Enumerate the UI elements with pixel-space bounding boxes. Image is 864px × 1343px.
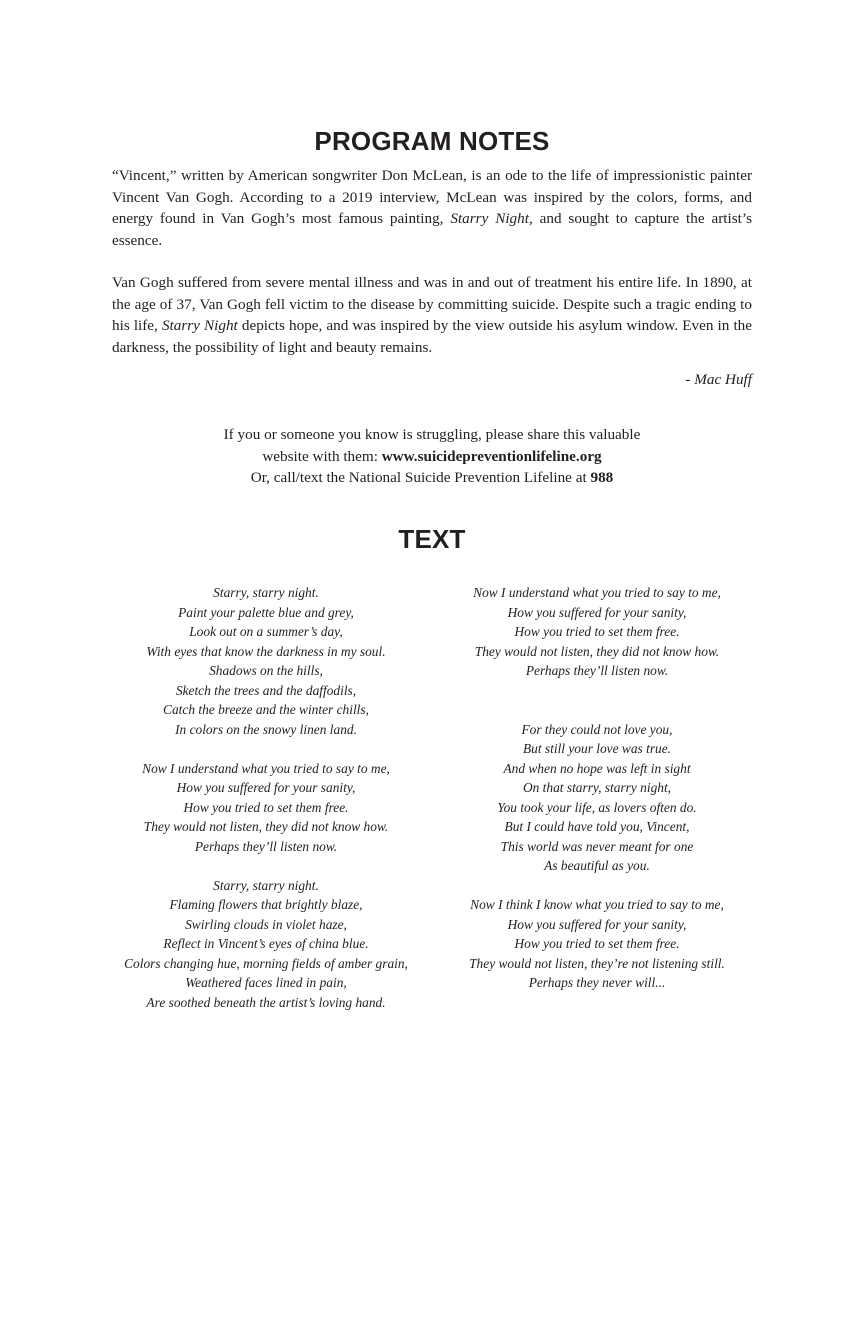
author-signature: - Mac Huff bbox=[685, 371, 752, 388]
painting-title: Starry Night bbox=[161, 317, 238, 334]
notice-line-1: If you or someone you know is struggling, please share this valuable bbox=[223, 426, 641, 443]
lifeline-phone-number: 988 bbox=[590, 469, 614, 486]
notice-line-3: Or, call/text the National Suicide Prevention Lifeline at 988 bbox=[250, 469, 614, 486]
lyrics-stanza bbox=[96, 759, 436, 857]
lyric-line: They would not listen, they’re not listening still. bbox=[469, 955, 725, 971]
lyric-line: How you suffered for your sanity, bbox=[507, 604, 687, 620]
lyric-line: How you tried to set them free. bbox=[514, 624, 680, 639]
lyric-line: You took your life, as lovers often do. bbox=[497, 799, 697, 815]
notice-line-2: website with them: www.suicidepreventionlifeline.org bbox=[262, 447, 602, 465]
lyric-line: In colors on the snowy linen land. bbox=[175, 721, 357, 737]
lyric-line: But still your love was true. bbox=[522, 741, 672, 756]
lyric-line: Weathered faces lined in pain, bbox=[185, 975, 347, 990]
lyric-line: Colors changing hue, morning fields of amber grain, bbox=[124, 955, 408, 971]
lyric-line: Starry, starry night. bbox=[213, 877, 319, 893]
lyric-line: As beautiful as you. bbox=[544, 858, 650, 873]
lyrics-right-column bbox=[427, 583, 767, 993]
lyric-line: Catch the breeze and the winter chills, bbox=[163, 702, 369, 717]
lyric-line: Flaming flowers that brightly blaze, bbox=[169, 897, 363, 912]
program-notes-paragraph-1: “Vincent,” written by American songwriter Don McLean, is an ode to the life of impressionistic painter Vincent Van Gogh. According to a 2019 interview, McLean was inspired by the colors, forms, and energy found in Van Gogh’s most famous painting, Starry Night, and sought to capture the artist’s essence. bbox=[112, 167, 752, 249]
lyric-line: Now I understand what you tried to say to me, bbox=[473, 585, 721, 600]
lyric-line: How you suffered for your sanity, bbox=[176, 780, 356, 795]
lyrics-stanza bbox=[96, 876, 436, 1013]
text-heading: TEXT bbox=[398, 524, 466, 554]
program-notes-paragraph-2: Van Gogh suffered from severe mental illness and was in and out of treatment his entire life. In 1890, at the age of 37, Van Gogh fell victim to the disease by committing suicide. Despite such a tragic ending to his life, Starry Night depicts hope, and was inspired by the view outside his asylum window. Even in the darkness, the possibility of light and beauty remains. bbox=[112, 274, 753, 356]
lyric-line: But I could have told you, Vincent, bbox=[504, 819, 690, 834]
lyrics-stanza bbox=[427, 583, 767, 681]
lyric-line: How you suffered for your sanity, bbox=[507, 916, 687, 932]
lyric-line: Now I think I know what you tried to say to me, bbox=[470, 897, 724, 912]
lyric-line: And when no hope was left in sight bbox=[503, 760, 691, 776]
lyrics-stanza bbox=[96, 583, 436, 739]
lyric-line: Are soothed beneath the artist’s loving hand. bbox=[146, 994, 386, 1010]
lyric-line: Sketch the trees and the daffodils, bbox=[175, 682, 357, 698]
lyrics-stanza bbox=[427, 720, 767, 876]
lyric-line: With eyes that know the darkness in my soul. bbox=[146, 643, 386, 659]
lyric-line: Look out on a summer’s day, bbox=[189, 624, 343, 639]
lyrics-left-column bbox=[96, 583, 436, 1012]
lyric-line: How you tried to set them free. bbox=[514, 936, 680, 951]
lyric-line: They would not listen, they did not know how. bbox=[143, 819, 389, 834]
program-notes-heading: PROGRAM NOTES bbox=[314, 126, 550, 156]
lyric-line: Perhaps they never will... bbox=[528, 975, 666, 990]
lyric-line: Starry, starry night. bbox=[213, 585, 319, 600]
lyric-line: This world was never meant for one bbox=[500, 838, 694, 854]
lyric-line: Swirling clouds in violet haze, bbox=[185, 916, 347, 932]
lyrics-stanza bbox=[427, 895, 767, 993]
lyric-line: Perhaps they’ll listen now. bbox=[525, 663, 669, 678]
lyric-line: They would not listen, they did not know how. bbox=[474, 643, 720, 659]
lyric-line: How you tried to set them free. bbox=[183, 799, 349, 815]
lyric-line: Shadows on the hills, bbox=[209, 663, 323, 678]
lyric-line: Reflect in Vincent’s eyes of china blue. bbox=[163, 936, 369, 951]
suicide-prevention-notice bbox=[0, 424, 864, 489]
painting-title: Starry Night bbox=[450, 210, 529, 227]
lifeline-website-link[interactable]: www.suicidepreventionlifeline.org bbox=[381, 447, 602, 465]
lyric-line: On that starry, starry night, bbox=[522, 780, 672, 795]
lyric-line: Perhaps they’ll listen now. bbox=[194, 838, 338, 854]
lyric-line: Paint your palette blue and grey, bbox=[178, 604, 354, 620]
lyric-line: For they could not love you, bbox=[521, 721, 673, 737]
lyric-line: Now I understand what you tried to say to me, bbox=[142, 760, 390, 776]
